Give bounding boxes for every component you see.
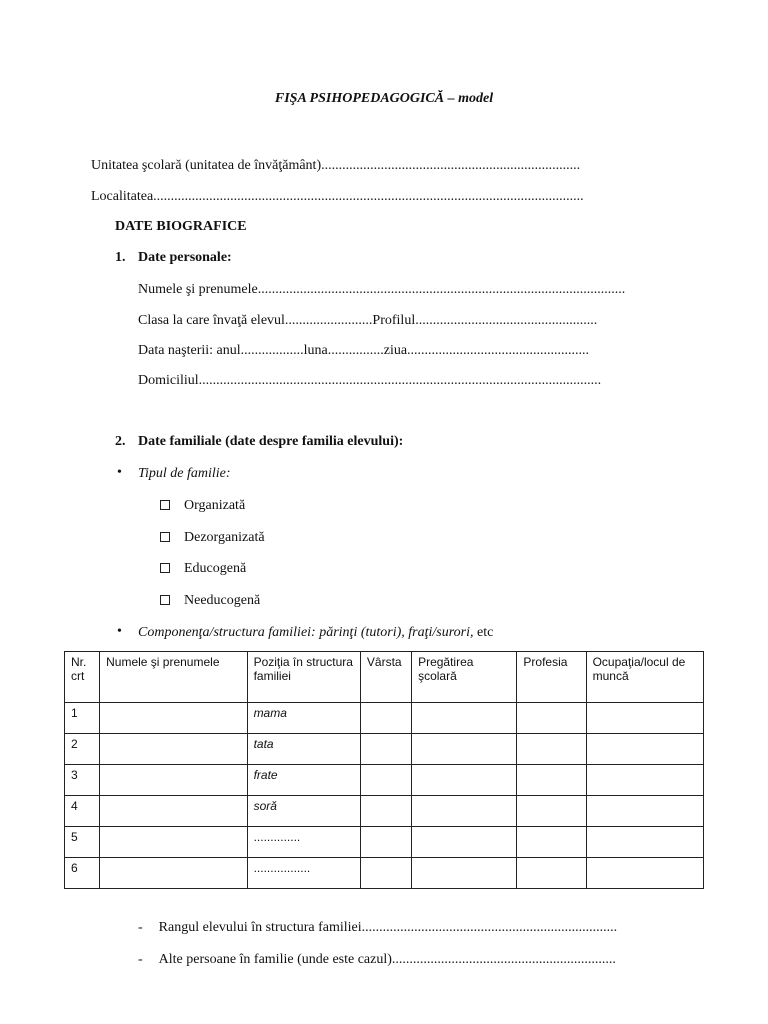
cell-profesia[interactable] <box>517 765 586 796</box>
cell-ocupatia[interactable] <box>586 827 703 858</box>
section-date-biografice: DATE BIOGRAFICE <box>115 219 247 234</box>
col-pregatirea-scolara: Pregătirea şcolară <box>412 652 517 703</box>
heading-date-familiale-number: 2. <box>115 434 126 449</box>
checkbox-icon[interactable] <box>160 595 170 605</box>
table-row <box>65 765 704 796</box>
cell-pozitia: ................. <box>247 858 360 889</box>
cell-nr: 3 <box>65 765 100 796</box>
heading-date-personale: Date personale: <box>138 250 232 265</box>
cell-ocupatia[interactable] <box>586 858 703 889</box>
label-componenta-familiei: Componenţa/structura familiei: părinţi (tutori), fraţi/surori, etc <box>138 625 494 640</box>
cell-ocupatia[interactable] <box>586 796 703 827</box>
cell-nume[interactable] <box>100 734 247 765</box>
table-row <box>65 734 704 765</box>
cell-pozitia: tata <box>247 734 360 765</box>
field-clasa-profil: Clasa la care învaţă elevul.........................Profilul.................................................... <box>138 313 598 328</box>
checkbox-icon[interactable] <box>160 563 170 573</box>
cell-varsta[interactable] <box>360 796 411 827</box>
option-dezorganizata[interactable]: Dezorganizată <box>160 530 265 546</box>
cell-pregatire[interactable] <box>412 858 517 889</box>
cell-nr: 1 <box>65 703 100 734</box>
cell-pregatire[interactable] <box>412 734 517 765</box>
cell-ocupatia[interactable] <box>586 734 703 765</box>
cell-varsta[interactable] <box>360 827 411 858</box>
label-tipul-familie: Tipul de familie: <box>138 466 231 481</box>
col-varsta: Vârsta <box>360 652 411 703</box>
item-alte-persoane: - Alte persoane în familie (unde este cazul)................................................................ <box>138 952 616 967</box>
cell-nume[interactable] <box>100 703 247 734</box>
bullet-dot: • <box>117 465 122 480</box>
table-row <box>65 703 704 734</box>
cell-nr: 2 <box>65 734 100 765</box>
field-domiciliul: Domiciliul................................................................................................................... <box>138 373 602 388</box>
cell-pozitia: .............. <box>247 827 360 858</box>
cell-varsta[interactable] <box>360 858 411 889</box>
field-localitatea: Localitatea........................................................................................................................... <box>91 189 584 204</box>
field-nume-prenume: Numele şi prenumele......................................................................................................... <box>138 282 626 297</box>
item-rangul: - Rangul elevului în structura familiei......................................................................... <box>138 920 618 935</box>
document-title: FIŞA PSIHOPEDAGOGICĂ – model <box>274 91 494 106</box>
col-ocupatia: Ocupaţia/locul de muncă <box>586 652 703 703</box>
cell-pregatire[interactable] <box>412 827 517 858</box>
cell-ocupatia[interactable] <box>586 765 703 796</box>
option-educogena[interactable]: Educogenă <box>160 561 246 577</box>
checkbox-icon[interactable] <box>160 532 170 542</box>
cell-pozitia: soră <box>247 796 360 827</box>
cell-nume[interactable] <box>100 827 247 858</box>
cell-profesia[interactable] <box>517 858 586 889</box>
cell-nume[interactable] <box>100 765 247 796</box>
heading-date-personale-number: 1. <box>115 250 126 265</box>
table-header-row <box>65 652 704 703</box>
cell-profesia[interactable] <box>517 703 586 734</box>
cell-varsta[interactable] <box>360 765 411 796</box>
cell-profesia[interactable] <box>517 827 586 858</box>
cell-pregatire[interactable] <box>412 796 517 827</box>
col-nume-prenume: Numele şi prenumele <box>100 652 247 703</box>
table-row <box>65 796 704 827</box>
cell-varsta[interactable] <box>360 734 411 765</box>
cell-varsta[interactable] <box>360 703 411 734</box>
cell-nr: 5 <box>65 827 100 858</box>
cell-nr: 6 <box>65 858 100 889</box>
cell-nume[interactable] <box>100 858 247 889</box>
cell-pozitia: frate <box>247 765 360 796</box>
checkbox-icon[interactable] <box>160 500 170 510</box>
cell-pozitia: mama <box>247 703 360 734</box>
field-data-nasterii: Data naşterii: anul..................luna................ziua.................................................... <box>138 343 590 358</box>
col-pozitia: Poziţia în structura familiei <box>247 652 360 703</box>
bullet-dot: • <box>117 624 122 639</box>
heading-date-familiale: Date familiale (date despre familia elevului): <box>138 434 404 449</box>
col-profesia: Profesia <box>517 652 586 703</box>
option-organizata[interactable]: Organizată <box>160 498 245 514</box>
table-row <box>65 858 704 889</box>
cell-nume[interactable] <box>100 796 247 827</box>
cell-profesia[interactable] <box>517 796 586 827</box>
cell-ocupatia[interactable] <box>586 703 703 734</box>
cell-profesia[interactable] <box>517 734 586 765</box>
field-unitatea: Unitatea şcolară (unitatea de învăţământ).......................................................................... <box>91 158 581 173</box>
option-needucogena[interactable]: Needucogenă <box>160 593 260 609</box>
cell-nr: 4 <box>65 796 100 827</box>
cell-pregatire[interactable] <box>412 703 517 734</box>
family-members-table <box>64 651 704 889</box>
table-row <box>65 827 704 858</box>
col-nr-crt: Nr. crt <box>65 652 100 703</box>
cell-pregatire[interactable] <box>412 765 517 796</box>
